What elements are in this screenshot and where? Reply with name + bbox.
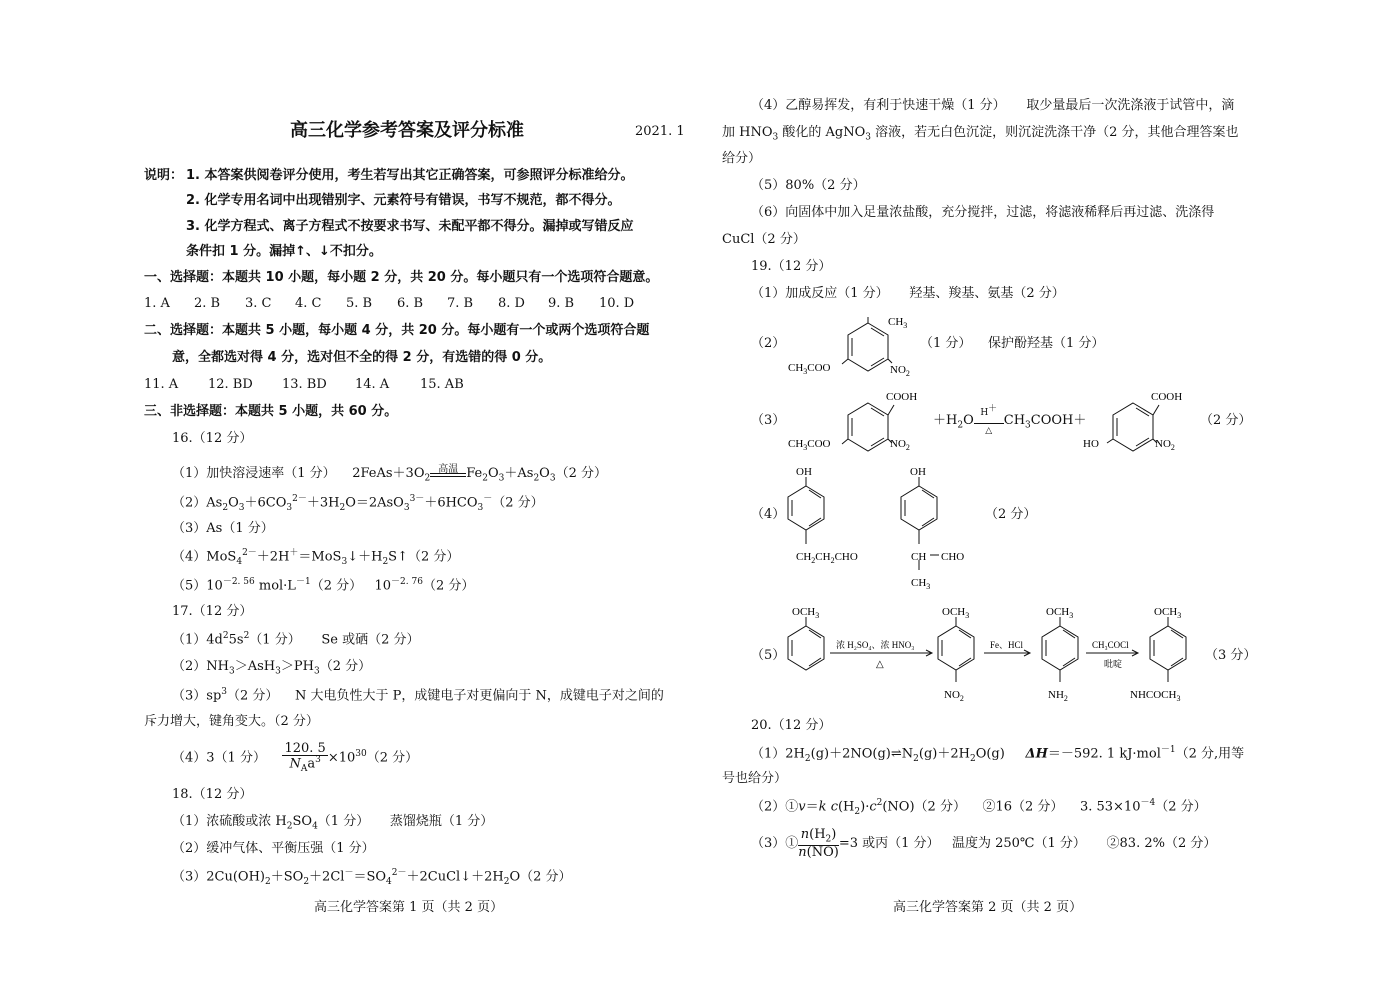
svg-text:OCH3: $OCH_3$: [1154, 606, 1182, 620]
q19-structure-4b: [895, 462, 985, 592]
answer-14: 14. A: [355, 377, 390, 392]
svg-text:COOH: COOH: [1151, 391, 1183, 403]
q19-answer-1: （1）加成反应（1 分） 羟基、羧基、氨基（2 分）: [751, 286, 1065, 301]
q19-structure-3b: [1075, 385, 1205, 465]
svg-text:OH: OH: [796, 466, 812, 478]
page-title: 高三化学参考答案及评分标准: [290, 120, 524, 141]
q19-reaction-3: $+H_2O$ H＋ △ $CH_3COOH+$: [933, 404, 1087, 436]
q19-score-4: （2 分）: [985, 507, 1037, 522]
q16-answer-3: （3）As（1 分）: [172, 521, 274, 536]
q20-answer-3: （3）① $\frac{n(H_2)}{n(NO)}$ =3 或丙（1 分） 温度为 250℃（1 分） ②83. 2%（2 分）: [751, 827, 1217, 860]
note-1: 1. 本答案供阅卷评分使用，考生若写出其它正确答案，可参照评分标准给分。: [186, 168, 634, 183]
q19-score-3: （2 分）: [1200, 413, 1252, 428]
q18-answer-4b: 加 $HNO_3$ 酸化的 AgNO$_3$ 溶液，若无白色沉淀，则沉淀洗涤干净（2 分，其他合理答案也: [722, 125, 1239, 143]
answer-6: 6. B: [397, 296, 424, 311]
svg-text:OCH3: $OCH_3$: [1046, 606, 1074, 620]
svg-text:NH2: $NH_2$: [1048, 689, 1068, 703]
footer-page-2: 高三化学答案第 2 页（共 2 页）: [893, 900, 1083, 915]
q20-head: 20.（12 分）: [751, 718, 832, 733]
q19-score-5: （3 分）: [1205, 648, 1257, 663]
svg-text:HO: HO: [1083, 438, 1099, 450]
answer-12: 12. BD: [208, 377, 253, 392]
svg-text:OCH3: $OCH_3$: [942, 606, 970, 620]
q17-answer-3: $(3)sp^3(2$ 分） N 大电负性大于 P，成键电子对更偏向于 N，成键电子对之间的: [172, 687, 664, 704]
svg-text:CH₃COCl: CH₃COCl: [1092, 640, 1129, 650]
svg-text:CH3COO: $CH_3COO$: [788, 362, 831, 376]
q16-answer-5: $(5)10^{-2. 56}$ $mol\cdot L^{-1}(2$ 分） $10^{-2. 76}(2$ 分）: [172, 577, 475, 594]
svg-text:COOH: COOH: [886, 391, 918, 403]
svg-text:NO2: $NO_2$: [890, 438, 910, 452]
notes-label: 说明：: [144, 168, 184, 183]
q19-structure-4a: [780, 462, 890, 572]
note-3b: 条件扣 1 分。漏掉↑、↓不扣分。: [186, 244, 382, 259]
q18-answer-3: $(3)2Cu(OH)_2+SO_2+2Cl^-=SO_4^{2-}+2CuCl↓+2H_2O(2$ 分）: [172, 868, 572, 887]
q16-answer-4: $(4)MoS_4^{2-}+2H^+=MoS_3↓+H_2S↑(2$ 分）: [172, 548, 460, 567]
q18-answer-4a: （4）乙醇易挥发，有利于快速干燥（1 分） 取少量最后一次洗涤液于试管中，滴: [751, 98, 1235, 113]
q18-head: 18.（12 分）: [172, 787, 253, 802]
q18-answer-4c: 给分）: [722, 151, 762, 166]
q16-head: 16.（12 分）: [172, 431, 253, 446]
q19-synthesis-route: [778, 600, 1268, 710]
answer-5: 5. B: [346, 296, 373, 311]
svg-text:CH3: $CH_3$: [888, 316, 908, 330]
svg-text:吡啶: 吡啶: [1104, 659, 1123, 669]
svg-text:NO2: $NO_2$: [944, 689, 964, 703]
q17-answer-1: $(1)4d^25s^2(1$ 分） Se 或硒（2 分）: [172, 631, 420, 648]
section-3-title: 三、非选择题：本题共 5 小题，共 60 分。: [144, 404, 398, 419]
svg-text:CH2CH2CHO: $CH_2CH_2CHO$: [796, 551, 858, 565]
q16-answer-1: （1）加快溶浸速率（1 分） $2FeAs+3O_2$ 高温 $Fe_2O_3+As_2O_3(2$ 分）: [172, 464, 607, 484]
q19-structure-3a: [780, 385, 930, 465]
q19-label-3: （3）: [751, 413, 786, 428]
q19-label-2: （2）: [751, 336, 786, 351]
q18-answer-2: （2）缓冲气体、平衡压强（1 分）: [172, 841, 375, 856]
section-2-title-b: 意，全都选对得 4 分，选对但不全的得 2 分，有选错的得 0 分。: [172, 350, 552, 365]
q19-score-2: （1 分） 保护酚羟基（1 分）: [920, 336, 1105, 351]
q17-answer-2: $(2)NH_3>AsH_3>PH_3(2$ 分）: [172, 659, 372, 677]
answer-15: 15. AB: [420, 377, 464, 392]
svg-text:CH3: $CH_3$: [911, 577, 931, 591]
svg-text:NO2: $NO_2$: [890, 364, 910, 378]
footer-page-1: 高三化学答案第 1 页（共 2 页）: [314, 900, 504, 915]
q16-answer-2: $(2)As_2O_3+6CO_3^{2-}+3H_2O=2AsO_3^{3-}+6HCO_3^-(2$ 分）: [172, 494, 544, 513]
q18-answer-6b: CuCl（2 分）: [722, 232, 806, 247]
answer-13: 13. BD: [282, 377, 327, 392]
q19-head: 19.（12 分）: [751, 259, 832, 274]
answer-11: 11. A: [144, 377, 179, 392]
q20-answer-1: $(1)2H_2(g)+2NO(g)\rightleftharpoons N_2(g)+2H_2O(g)$ ΔH＝－592. 1 kJ·mol$^{-1}$（2 分,用等: [751, 745, 1245, 764]
section-1-title: 一、选择题：本题共 10 小题，每小题 2 分，共 20 分。每小题只有一个选项符合题意。: [144, 270, 659, 285]
q19-structure-2: [780, 305, 930, 380]
exam-date: 2021. 1: [635, 124, 685, 139]
q19-label-5: （5）: [751, 648, 786, 663]
answer-1: 1. A: [144, 296, 170, 311]
svg-text:CH: CH: [911, 551, 927, 563]
svg-text:Fe、HCl: Fe、HCl: [990, 640, 1024, 650]
answer-3: 3. C: [245, 296, 272, 311]
q17-answer-3-cont: 斥力增大，键角变大。（2 分）: [144, 714, 319, 729]
q20-answer-1-cont: 号也给分）: [722, 771, 788, 786]
svg-text:NHCOCH3: $NHCOCH_3$: [1130, 689, 1181, 703]
answer-10: 10. D: [599, 296, 635, 311]
svg-text:浓 H₂SO₄、浓 HNO₃: 浓 H₂SO₄、浓 HNO₃: [836, 640, 915, 650]
note-2: 2. 化学专用名词中出现错别字、元素符号有错误，书写不规范，都不得分。: [186, 193, 621, 208]
q20-answer-2: （2）①v＝k $c(H_2)\cdot c^2(NO)(2$ 分） ②16（2 分） 3. $53\times 10^{-4}(2$ 分）: [751, 798, 1207, 817]
answer-7: 7. B: [447, 296, 474, 311]
note-3a: 3. 化学方程式、离子方程式不按要求书写、未配平都不得分。漏掉或写错反应: [186, 219, 634, 234]
svg-text:△: △: [876, 659, 884, 670]
section-2-title-a: 二、选择题：本题共 5 小题，每小题 4 分，共 20 分。每小题有一个或两个选项符合题: [144, 323, 650, 338]
q18-answer-1: （1）浓硫酸或浓 $H_2SO_4(1$ 分） 蒸馏烧瓶（1 分）: [172, 814, 494, 832]
answer-9: 9. B: [548, 296, 575, 311]
answer-2: 2. B: [194, 296, 221, 311]
answer-4: 4. C: [295, 296, 322, 311]
answer-8: 8. D: [498, 296, 525, 311]
svg-text:CH3COO: $CH_3COO$: [788, 438, 831, 452]
q18-answer-6a: （6）向固体中加入足量浓盐酸，充分搅拌，过滤，将滤液稀释后再过滤、洗涤得: [751, 205, 1215, 220]
svg-text:CHO: CHO: [941, 551, 965, 563]
svg-text:OH: OH: [910, 466, 926, 478]
q17-head: 17.（12 分）: [172, 604, 253, 619]
q19-label-4: （4）: [751, 507, 786, 522]
q18-answer-5: （5）80%（2 分）: [751, 178, 866, 193]
svg-text:OCH3: $OCH_3$: [792, 606, 820, 620]
svg-text:NO2: $NO_2$: [1155, 438, 1175, 452]
q17-answer-4: （4）3（1 分） $\frac{120. 5}{N_Aa^3}$ $\times 10^{30}(2$ 分）: [172, 741, 419, 774]
